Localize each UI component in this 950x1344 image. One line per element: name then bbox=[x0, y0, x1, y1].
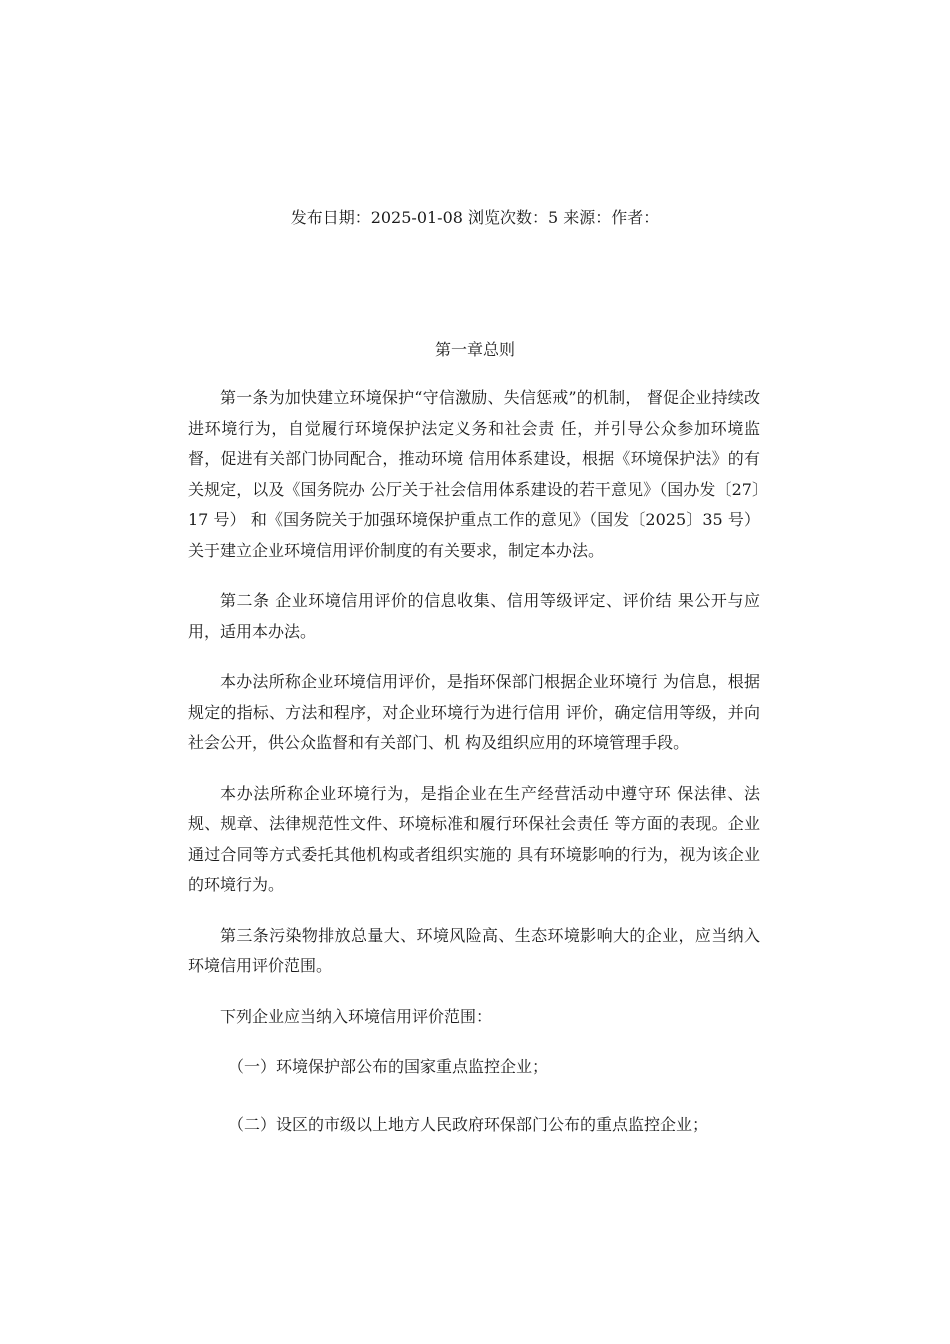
publish-meta: 发布日期：2025-01-08 浏览次数：5 来源：作者： bbox=[290, 208, 660, 227]
list-item-1: （一）环境保护部公布的国家重点监控企业； bbox=[228, 1057, 549, 1076]
document-body bbox=[188, 383, 760, 1167]
chapter-title: 第一章总则 bbox=[434, 340, 515, 359]
paragraph-article-1: 第一条为加快建立环境保护“守信激励、失信惩戒”的机制， 督促企业持续改进环境行为，自觉履行环境保护法定义务和社会责 任，并引导公众参加环境监督，促进有关部门协同配合，推动环境 信用体系建设，根据《环境保护法》的有关规定，以及《国务院办 公厅关于社会信用体系建设的若干意见》（国办发〔27〕17 号） 和《国务院关于加强环境保护重点工作的意见》（国发〔2025〕35 号）关于建立企业环境信用评价制度的有关要求，制定本办法。 bbox=[188, 388, 760, 560]
paragraph-article-3: 第三条污染物排放总量大、环境风险高、生态环境影响大的企业，应当纳入环境信用评价范围。 bbox=[188, 925, 760, 975]
paragraph-article-2: 第二条 企业环境信用评价的信息收集、信用等级评定、评价结 果公开与应用，适用本办法。 bbox=[188, 591, 760, 641]
paragraph-behavior-definition: 本办法所称企业环境行为，是指企业在生产经营活动中遵守环 保法律、法规、规章、法律规范性文件、环境标准和履行环保社会责任 等方面的表现。企业通过合同等方式委托其他机构或者组织实施的 具有环境影响的行为，视为该企业的环境行为。 bbox=[188, 783, 760, 894]
paragraph-scope-intro: 下列企业应当纳入环境信用评价范围： bbox=[220, 1006, 493, 1026]
paragraph-credit-definition: 本办法所称企业环境信用评价，是指环保部门根据企业环境行 为信息，根据规定的指标、方法和程序，对企业环境行为进行信用 评价，确定信用等级，并向社会公开，供公众监督和有关部门、机 构及组织应用的环境管理手段。 bbox=[188, 672, 760, 752]
list-item-2: （二）设区的市级以上地方人民政府环保部门公布的重点监控企业； bbox=[228, 1114, 709, 1134]
